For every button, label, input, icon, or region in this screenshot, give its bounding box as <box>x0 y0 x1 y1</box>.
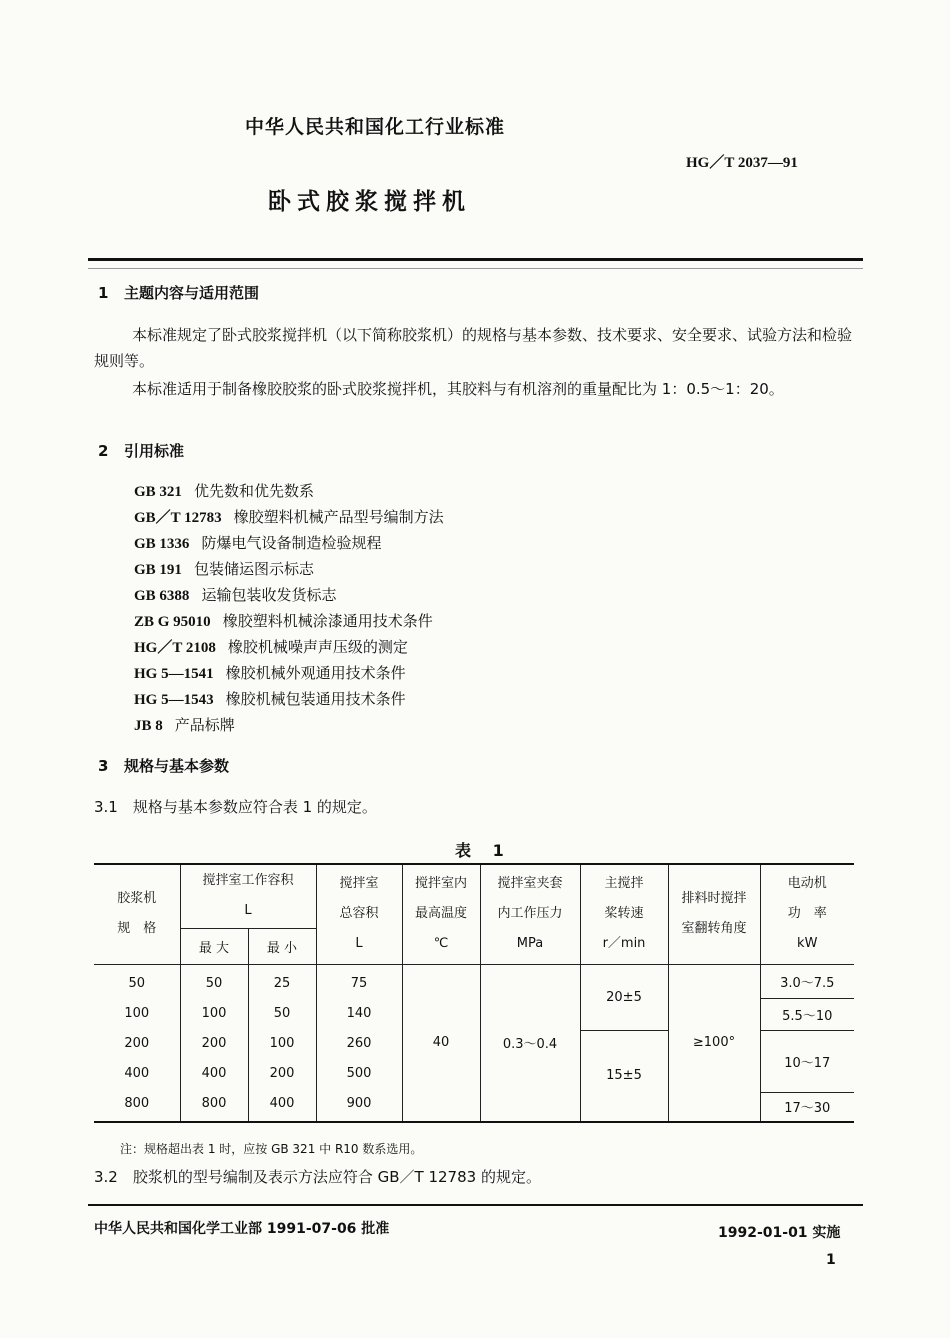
speed-value-2: 15±5 <box>580 1030 668 1122</box>
col-header-total-volume: 搅拌室 总容积 L <box>316 864 402 964</box>
reference-code: GB／T 12783 <box>134 510 222 526</box>
section-1-heading <box>98 282 259 303</box>
reference-name: 包装储运图示标志 <box>193 560 314 578</box>
col-header-angle: 排料时搅拌 室翻转角度 <box>668 864 760 964</box>
volume-min-column: 25 50 100 200 400 <box>248 964 316 1122</box>
reference-item <box>134 636 408 657</box>
col-header-volume-max: 最 大 <box>180 928 248 964</box>
section-3-heading <box>98 755 229 776</box>
reference-code: GB 321 <box>134 484 182 500</box>
reference-code: GB 191 <box>134 562 182 578</box>
reference-item <box>134 610 433 631</box>
spec-table <box>94 863 854 1123</box>
page-number: 1 <box>826 1252 836 1268</box>
clause-3-2: 3.2 胶浆机的型号编制及表示方法应符合 GB／T 12783 的规定。 <box>94 1168 541 1186</box>
power-value-4: 17～30 <box>760 1092 854 1122</box>
reference-code: GB 6388 <box>134 588 190 604</box>
reference-name: 橡胶机械包装通用技术条件 <box>225 690 406 708</box>
reference-name: 橡胶塑料机械涂漆通用技术条件 <box>222 612 433 630</box>
col-header-pressure: 搅拌室夹套 内工作压力 MPa <box>480 864 580 964</box>
reference-item <box>134 506 444 527</box>
speed-value-1: 20±5 <box>580 964 668 1030</box>
section-number: 3 <box>98 757 109 775</box>
volume-max-column: 50 100 200 400 800 <box>180 964 248 1122</box>
reference-item <box>134 714 235 735</box>
spec-column: 50 100 200 400 800 <box>94 964 180 1122</box>
col-header-temperature: 搅拌室内 最高温度 ℃ <box>402 864 480 964</box>
reference-item <box>134 662 406 683</box>
temperature-value: 40 <box>402 964 480 1122</box>
reference-name: 优先数和优先数系 <box>193 482 314 500</box>
table-title: 表 1 <box>455 841 512 860</box>
effective-date: 1992-01-01 实施 <box>718 1225 841 1241</box>
reference-item <box>134 584 336 605</box>
section-title: 引用标准 <box>124 442 185 460</box>
section-title: 规格与基本参数 <box>124 757 230 775</box>
power-value-2: 5.5～10 <box>760 998 854 1030</box>
header-divider-thin <box>88 268 863 269</box>
reference-code: JB 8 <box>134 718 163 734</box>
reference-name: 运输包装收发货标志 <box>201 586 337 604</box>
col-header-speed: 主搅拌 桨转速 r／min <box>580 864 668 964</box>
reference-code: HG 5—1543 <box>134 692 214 708</box>
issuing-authority: 中华人民共和国化工行业标准 <box>245 116 506 138</box>
reference-code: GB 1336 <box>134 536 190 552</box>
approval-line: 中华人民共和国化学工业部 1991-07-06 批准 <box>94 1221 390 1237</box>
reference-name: 橡胶机械外观通用技术条件 <box>225 664 406 682</box>
document-title: 卧式胶浆搅拌机 <box>268 189 471 215</box>
reference-name: 产品标牌 <box>174 716 235 734</box>
reference-name: 橡胶塑料机械产品型号编制方法 <box>233 508 444 526</box>
section-number: 1 <box>98 284 109 302</box>
standard-code: HG／T 2037—91 <box>686 155 798 171</box>
angle-value: ≥100° <box>668 964 760 1122</box>
col-header-volume-min: 最 小 <box>248 928 316 964</box>
clause-3-1: 3.1 规格与基本参数应符合表 1 的规定。 <box>94 798 377 816</box>
section-2-heading <box>98 440 184 461</box>
footer-divider <box>88 1204 863 1206</box>
scope-paragraph: 本标准规定了卧式胶浆搅拌机（以下简称胶浆机）的规格与基本参数、技术要求、安全要求、试验方法和检验规则等。 <box>94 326 853 370</box>
power-value-1: 3.0～7.5 <box>760 964 854 998</box>
col-header-spec: 胶浆机 规 格 <box>94 864 180 964</box>
reference-name: 防爆电气设备制造检验规程 <box>201 534 382 552</box>
application-paragraph: 本标准适用于制备橡胶胶浆的卧式胶浆搅拌机，其胶料与有机溶剂的重量配比为 1：0.5～1：20。 <box>132 380 784 398</box>
pressure-value: 0.3～0.4 <box>480 964 580 1122</box>
section-title: 主题内容与适用范围 <box>124 284 260 302</box>
reference-code: HG 5—1541 <box>134 666 214 682</box>
reference-name: 橡胶机械噪声声压级的测定 <box>227 638 408 656</box>
section-number: 2 <box>98 442 109 460</box>
total-volume-column: 75 140 260 500 900 <box>316 964 402 1122</box>
reference-item <box>134 480 314 501</box>
reference-code: ZB G 95010 <box>134 614 211 630</box>
reference-item <box>134 532 381 553</box>
reference-item <box>134 688 406 709</box>
col-header-power: 电动机 功 率 kW <box>760 864 854 964</box>
header-divider <box>88 258 863 261</box>
reference-item <box>134 558 314 579</box>
col-header-volume: 搅拌室工作容积 L <box>180 864 316 928</box>
reference-code: HG／T 2108 <box>134 640 216 656</box>
table-note: 注：规格超出表 1 时，应按 GB 321 中 R10 数系选用。 <box>120 1142 423 1156</box>
power-value-3: 10～17 <box>760 1030 854 1092</box>
